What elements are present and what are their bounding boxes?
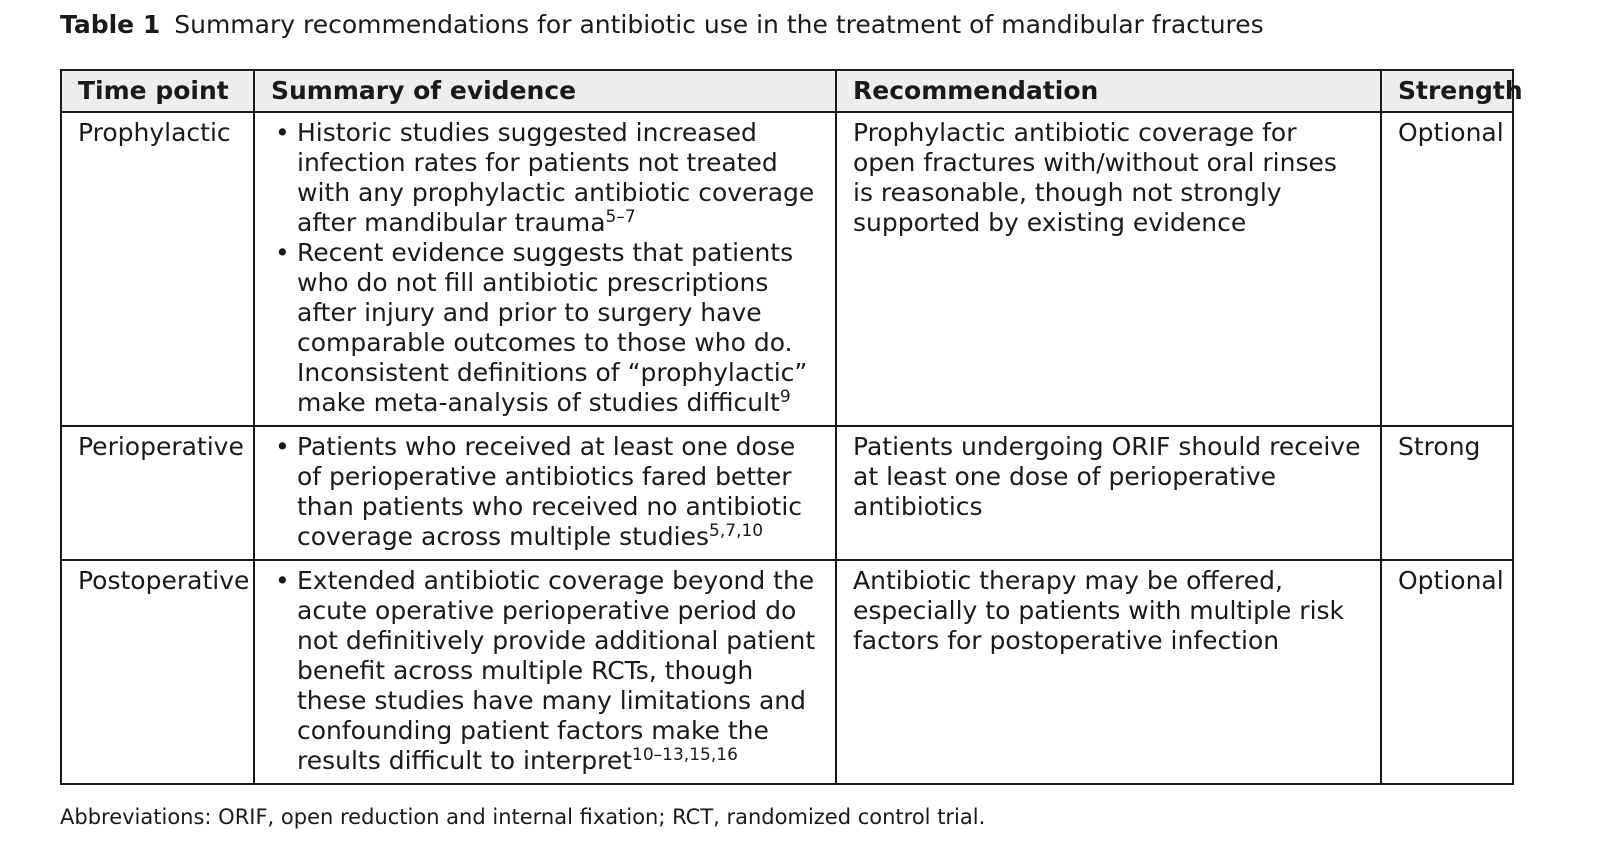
table-label: Table 1 xyxy=(60,10,161,39)
evidence-cell xyxy=(254,426,836,560)
evidence-item xyxy=(271,432,819,552)
evidence-cell xyxy=(254,560,836,784)
reference-superscript: 10–13,15,16 xyxy=(632,745,738,765)
recommendation-cell: Prophylactic antibiotic coverage for open fractures with/without oral rinses is reasonable, though not strongly supported by existing evidence xyxy=(836,112,1381,426)
evidence-list xyxy=(271,118,819,418)
header-recommendation: Recommendation xyxy=(836,70,1381,112)
time-point-cell: Perioperative xyxy=(61,426,254,560)
header-summary-of-evidence: Summary of evidence xyxy=(254,70,836,112)
evidence-item xyxy=(271,238,819,418)
header-row xyxy=(61,70,1513,112)
reference-superscript: 5–7 xyxy=(605,207,636,227)
recommendation-cell: Patients undergoing ORIF should receive at least one dose of perioperative antibiotics xyxy=(836,426,1381,560)
evidence-list xyxy=(271,566,819,776)
table-caption xyxy=(60,10,1264,40)
evidence-cell xyxy=(254,112,836,426)
evidence-text: Historic studies suggested increased infection rates for patients not treated with any prophylactic antibiotic coverage after mandibular trauma xyxy=(297,118,815,237)
strength-cell: Optional xyxy=(1381,112,1513,426)
header-strength: Strength xyxy=(1381,70,1513,112)
recommendation-cell: Antibiotic therapy may be offered, especially to patients with multiple risk factors for postoperative infection xyxy=(836,560,1381,784)
evidence-text: Recent evidence suggests that patients who do not fill antibiotic prescriptions after injury and prior to surgery have comparable outcomes to those who do. Inconsistent definitions of “prophylactic” make meta-analysis of studies difficult xyxy=(297,238,808,417)
time-point-cell: Postoperative xyxy=(61,560,254,784)
header-time-point: Time point xyxy=(61,70,254,112)
evidence-item xyxy=(271,118,819,238)
reference-superscript: 9 xyxy=(779,387,791,407)
evidence-item xyxy=(271,566,819,776)
table-title: Summary recommendations for antibiotic use in the treatment of mandibular fractures xyxy=(174,10,1264,39)
table-row xyxy=(61,112,1513,426)
table-row xyxy=(61,426,1513,560)
evidence-list xyxy=(271,432,819,552)
strength-cell: Optional xyxy=(1381,560,1513,784)
reference-superscript: 5,7,10 xyxy=(709,521,764,541)
strength-cell: Strong xyxy=(1381,426,1513,560)
recommendations-table xyxy=(60,69,1523,785)
time-point-cell: Prophylactic xyxy=(61,112,254,426)
table-row xyxy=(61,560,1513,784)
evidence-text: Patients who received at least one dose of perioperative antibiotics fared better than patients who received no antibiotic coverage across multiple studies xyxy=(297,432,803,551)
abbreviations-footnote: Abbreviations: ORIF, open reduction and internal fixation; RCT, randomized control trial. xyxy=(60,805,986,829)
evidence-text: Extended antibiotic coverage beyond the acute operative perioperative period do not definitively provide additional patient benefit across multiple RCTs, though these studies have many limitations and confounding patient factors make the results difficult to interpret xyxy=(297,566,816,775)
